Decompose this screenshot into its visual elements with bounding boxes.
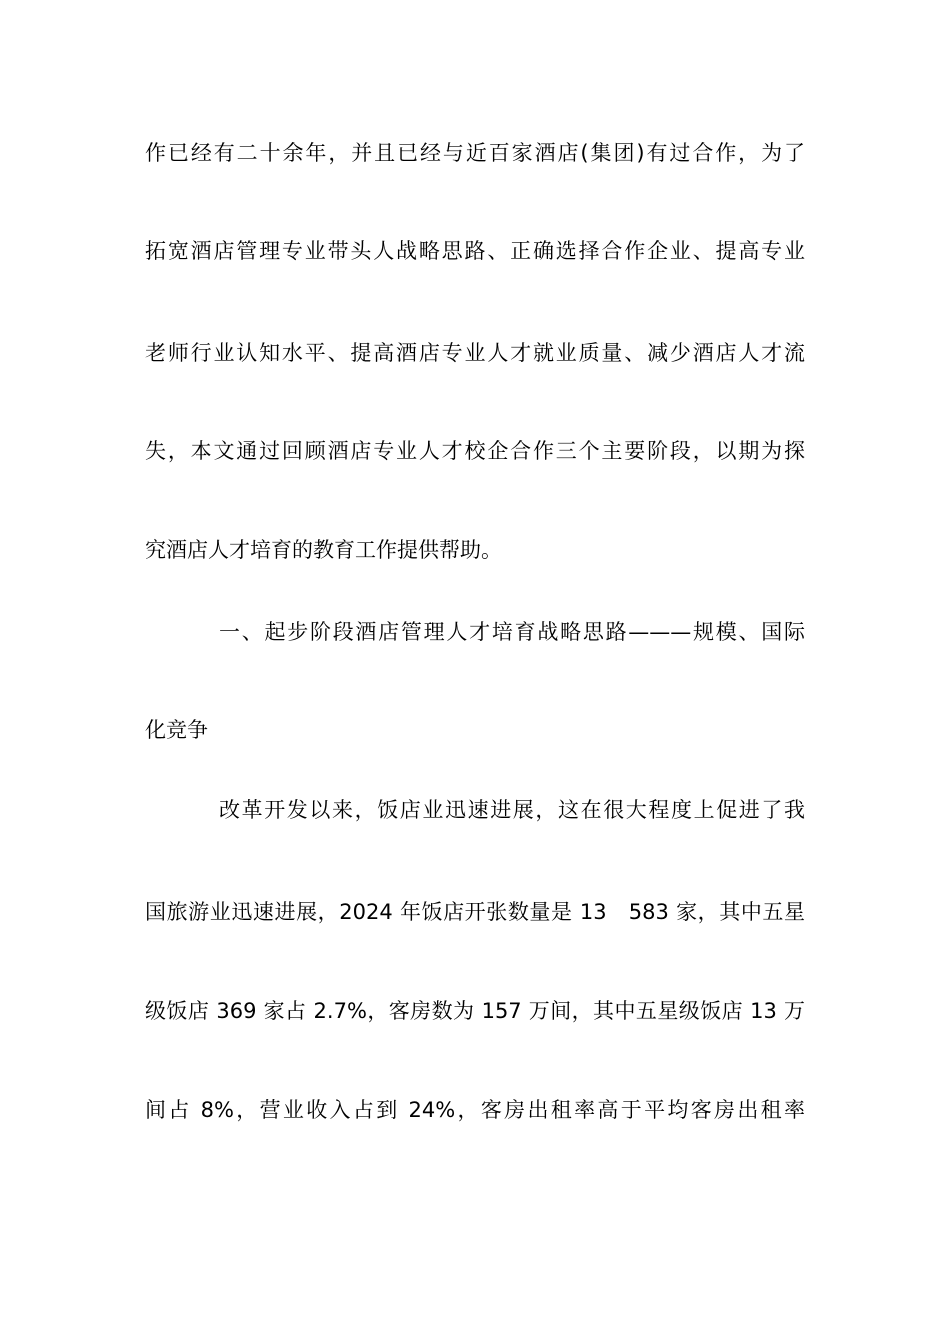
paragraph-1-line-5: 究酒店人才培育的教育工作提供帮助。 bbox=[145, 538, 502, 562]
section-heading-line-2: 化竞争 bbox=[145, 718, 208, 742]
paragraph-2-line-3: 级饭店 369 家占 2.7%，客房数为 157 万间，其中五星级饭店 13 万 bbox=[145, 999, 805, 1023]
paragraph-1-line-1: 作已经有二十余年，并且已经与近百家酒店(集团)有过合作，为了 bbox=[145, 141, 805, 165]
paragraph-1-line-3: 老师行业认知水平、提高酒店专业人才就业质量、减少酒店人才流 bbox=[145, 341, 805, 365]
paragraph-1-line-4: 失，本文通过回顾酒店专业人才校企合作三个主要阶段，以期为探 bbox=[145, 439, 805, 463]
paragraph-2-line-2: 国旅游业迅速进展，2024 年饭店开张数量是 13 583 家，其中五星 bbox=[145, 900, 805, 924]
paragraph-1-line-2: 拓宽酒店管理专业带头人战略思路、正确选择合作企业、提高专业 bbox=[145, 239, 805, 263]
paragraph-2-line-4: 间占 8%，营业收入占到 24%，客房出租率高于平均客房出租率 bbox=[145, 1098, 805, 1122]
paragraph-2-line-1: 改革开发以来，饭店业迅速进展，这在很大程度上促进了我 bbox=[219, 798, 805, 822]
section-heading-line-1: 一、起步阶段酒店管理人才培育战略思路———规模、国际 bbox=[219, 620, 805, 644]
